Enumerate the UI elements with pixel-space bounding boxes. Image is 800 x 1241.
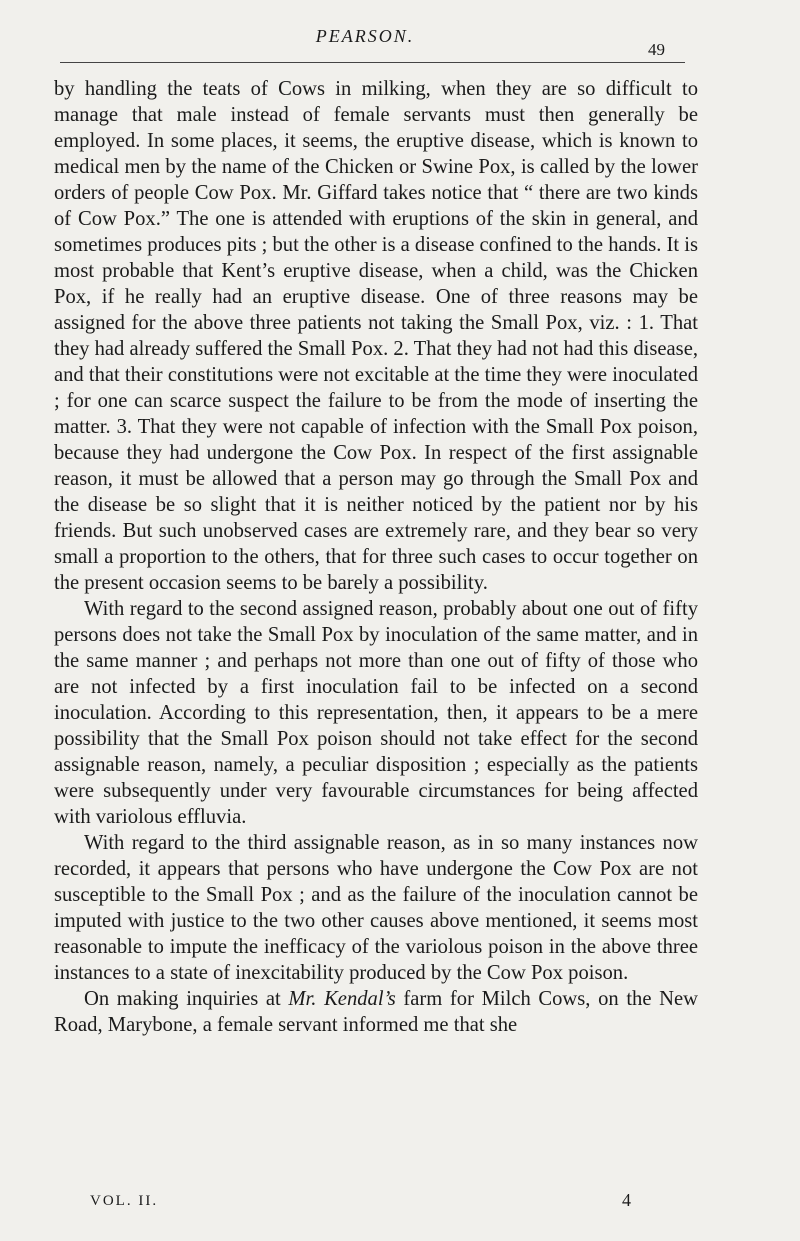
paragraph-3: With regard to the third assignable reason, as in so many instances now recorded, it appears that persons who have undergone the Cow Pox are not susceptible to the Small Pox ; and as the failure of the inoculation cannot be imputed with justice to the two other causes above mentioned, it seems most reasonable to impute the inefficacy of the variolous poison in the above three instances to a state of inexcitability produced by the Cow Pox poison. (54, 832, 698, 984)
paragraph-4-start: On making inquiries at (84, 988, 289, 1010)
paragraph-2: With regard to the second assigned reason, probably about one out of fifty persons does not take the Small Pox by inoculation of the same matter, and in the same manner ; and perhaps not more than one out of fifty of those who are not infected by a first inoculation fail to be infected on a second inoculation. According to this representation, then, it appears to be a mere possibility that the Small Pox poison should not take effect for the second assignable reason, namely, a peculiar disposition ; especially as the patients were subsequently under very favourable circumstances for being affected with variolous effluvia. (54, 598, 698, 828)
paragraph-4-end: farm for Milch Cows, on the New Road, Marybone, a female servant informed me that she (54, 988, 698, 1036)
running-title: PEARSON. (315, 26, 415, 46)
paragraph-4 (54, 986, 698, 1038)
volume-label: VOL. II. (90, 1193, 159, 1209)
body-text (54, 76, 698, 1038)
page-number: 49 (648, 40, 665, 59)
paragraph-1: by handling the teats of Cows in milking, when they are so difficult to manage that male instead of female servants must then generally be employed. In some places, it seems, the eruptive disease, which is known to medical men by the name of the Chicken or Swine Pox, is called by the lower orders of people Cow Pox. Mr. Giffard takes notice that “ there are two kinds of Cow Pox.” The one is attended with eruptions of the skin in general, and sometimes produces pits ; but the other is a disease confined to the hands. It is most probable that Kent’s eruptive disease, when a child, was the Chicken Pox, if he really had an eruptive disease. One of three reasons may be assigned for the above three patients not taking the Small Pox, viz. : 1. That they had already suffered the Small Pox. 2. That they had not had this disease, and that their constitutions were not excitable at the time they were inoculated ; for one can scarce suspect the failure to be from the mode of inserting the matter. 3. That they were not capable of infection with the Small Pox poison, because they had undergone the Cow Pox. In respect of the first assignable reason, it must be allowed that a person may go through the Small Pox and the disease be so slight that it is neither noticed by the patient nor by his friends. But such unobserved cases are extremely rare, and they bear so very small a proportion to the others, that for three such cases to occur together on the present occasion seems to be barely a possibility. (54, 78, 698, 594)
header-rule (60, 62, 685, 63)
signature-mark: 4 (622, 1190, 631, 1210)
farm-owner-name: Mr. Kendal’s (288, 988, 396, 1010)
